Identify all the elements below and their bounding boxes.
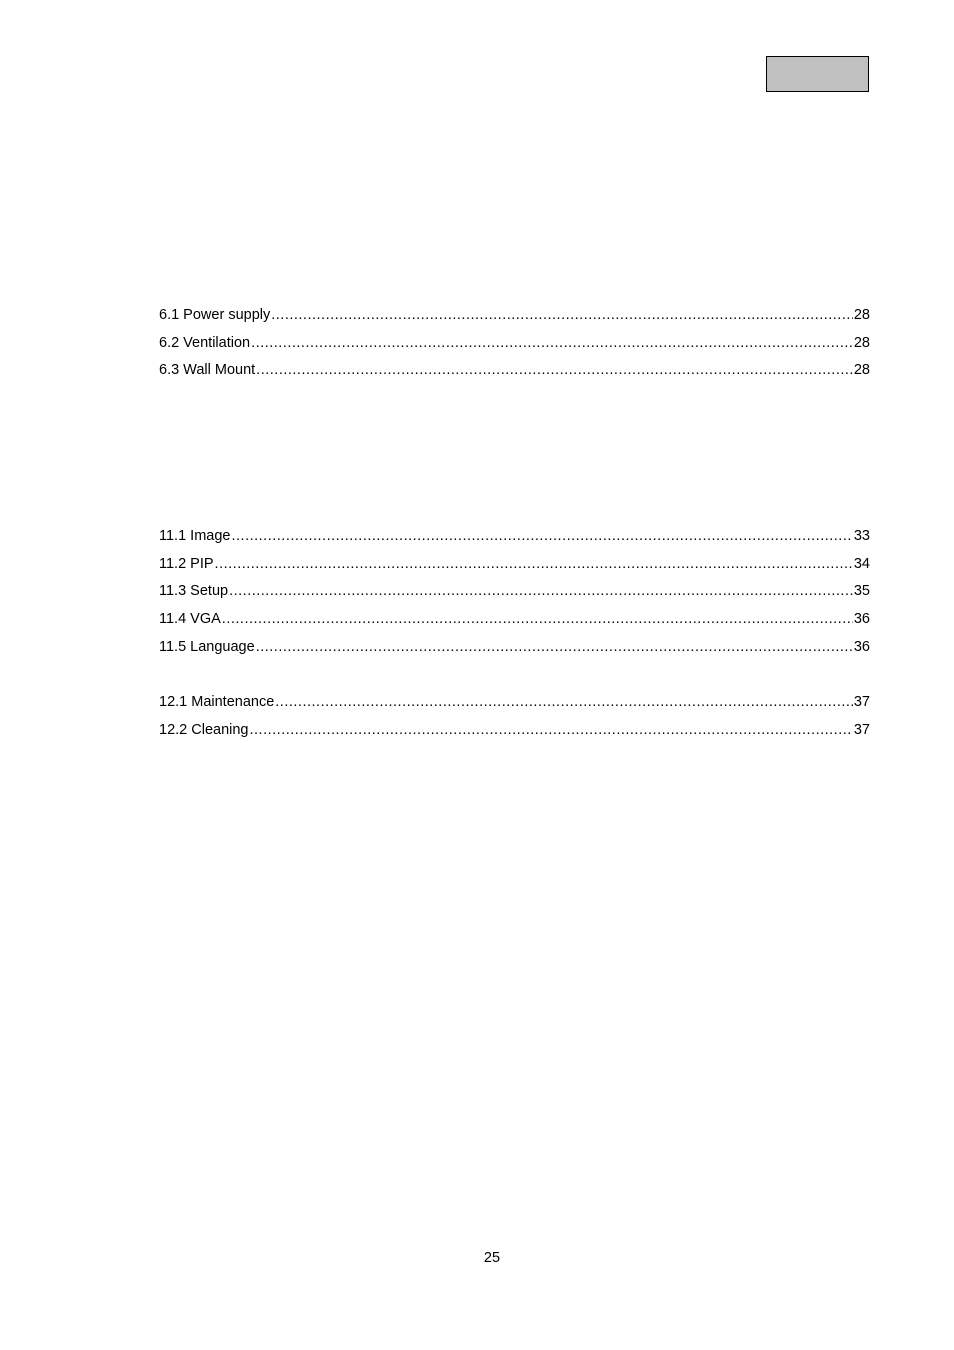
header-box	[766, 56, 869, 92]
toc-entry-page: 37	[853, 721, 870, 738]
toc-entry-page: 33	[853, 528, 870, 544]
toc-entry[interactable]	[159, 634, 870, 662]
toc-group-11	[159, 523, 870, 661]
toc-entry[interactable]	[159, 523, 870, 551]
toc-entry[interactable]	[159, 302, 870, 330]
toc-entry-page: 28	[853, 307, 870, 323]
toc-leader-dots	[256, 357, 853, 385]
toc-entry-page: 28	[853, 362, 870, 379]
toc-leader-dots	[251, 330, 853, 358]
toc-entry[interactable]	[159, 689, 870, 717]
toc-entry[interactable]	[159, 330, 870, 358]
toc-entry-label: 12.1 Maintenance	[159, 694, 275, 710]
toc-entry[interactable]	[159, 578, 870, 606]
toc-entry-label: 6.1 Power supply	[159, 307, 271, 323]
toc-entry-page: 35	[853, 583, 870, 600]
toc-entry-label: 11.5 Language	[159, 638, 255, 655]
toc-leader-dots	[250, 717, 853, 745]
toc-entry-page: 37	[853, 694, 870, 710]
toc-entry[interactable]	[159, 717, 870, 745]
toc-entry-label: 11.4 VGA	[159, 611, 221, 628]
toc-leader-dots	[222, 606, 853, 634]
toc-entry-label: 11.2 PIP	[159, 555, 214, 572]
toc-entry-label: 12.2 Cleaning	[159, 721, 249, 738]
toc-leader-dots	[215, 551, 853, 579]
toc-entry-page: 36	[853, 638, 870, 655]
toc-entry-label: 11.3 Setup	[159, 583, 229, 600]
toc-entry[interactable]	[159, 357, 870, 385]
page-number: 25	[483, 1250, 501, 1266]
toc-entry[interactable]	[159, 606, 870, 634]
toc-leader-dots	[231, 523, 852, 551]
toc-entry-page: 34	[853, 555, 870, 572]
toc-entry-page: 36	[853, 611, 870, 628]
toc-leader-dots	[271, 302, 853, 330]
toc-entry-label: 11.1 Image	[159, 528, 231, 544]
toc-leader-dots	[275, 689, 853, 717]
toc-entry-label: 6.2 Ventilation	[159, 334, 251, 351]
toc-entry-page: 28	[853, 334, 870, 351]
toc-entry-label: 6.3 Wall Mount	[159, 362, 256, 379]
toc-entry[interactable]	[159, 551, 870, 579]
toc-leader-dots	[256, 634, 853, 662]
toc-leader-dots	[229, 578, 853, 606]
toc-group-6	[159, 302, 870, 385]
toc-group-12	[159, 689, 870, 744]
